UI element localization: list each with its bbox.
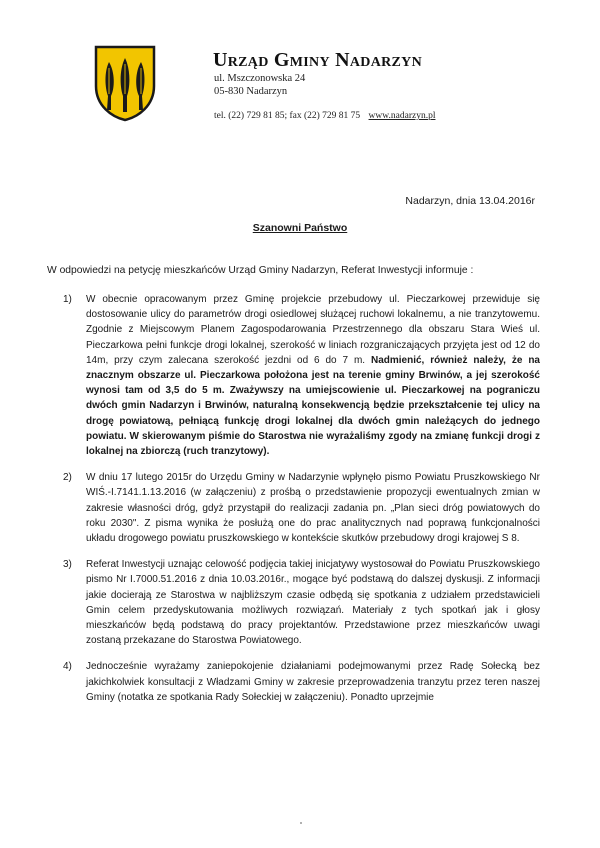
list-item (63, 557, 540, 648)
item-number: 4) (63, 661, 72, 673)
item-text: Jednocześnie wyrażamy zaniepokojenie działaniami podejmowanymi przez Radę Sołecką bez jakichkolwiek konsultacji z Władzami Gminy w zakresie przeprowadzenia tranzytu przez teren naszej Gminy (notatka ze spotkania Rady Sołeckiej w załączeniu). Ponadto uprzejmie (86, 661, 540, 703)
item-text: W dniu 17 lutego 2015r do Urzędu Gminy w Nadarzynie wpłynęło pismo Powiatu Pruszkowskiego Nr WIŚ.-I.7141.1.13.2016 (w załączeniu) z prośbą o przedstawienie propozycji ewentualnych zmian w zakresie własności dróg, gdyż przystąpił do realizacji zadania pn. „Plan sieci dróg powiatowych do roku 2030". Z pisma wynika że posłużą one do prac analitycznych nad poprawą funkcjonalności układu drogowego powiatu pruszkowskiego w kontekście skutków przebudowy drogi krajowej S 8. (86, 472, 540, 545)
phone-fax: tel. (22) 729 81 85; fax (22) 729 81 75 (214, 111, 361, 121)
item-text: W obecnie opracowanym przez Gminę projekcie przebudowy ul. Pieczarkowej przewiduje się dostosowanie ulicy do parametrów drogi osiedlowej służącej ruchowi lokalnemu, a nie tranzytowemu. Zgodnie z Miejscowym Planem Zagospodarowania Przestrzennego dla obszaru Stara Wieś ul. Pieczarkowa pełni funkcje drogi lokalnej, szerokość w liniach rozgraniczających przyjęta jest od 12 do 14m, przy czym zalecana szerokość jezdni od 6 do 7 m. (86, 294, 540, 366)
letter-date: Nadarzyn, dnia 13.04.2016r (405, 195, 535, 207)
item-number: 2) (63, 472, 72, 484)
list-item (63, 659, 540, 705)
contact-line (214, 111, 435, 121)
address-postal: 05-830 Nadarzyn (214, 86, 288, 97)
list-item (63, 292, 540, 459)
coat-of-arms-icon (93, 44, 157, 122)
salutation: Szanowni Państwo (252, 222, 348, 234)
address-street: ul. Mszczonowska 24 (214, 73, 306, 84)
item-number: 1) (63, 294, 72, 305)
item-text: Referat Inwestycji uznając celowość podjęcia takiej inicjatywy wystosował do Powiatu Pruszkowskiego pismo Nr I.7000.51.2016 z dnia 10.03.2016r., mogące być podstawą do dalszej dyskusji. Z informacji jakie docierają ze Starostwa w najbliższym czasie odbędą się spotkania z udziałem przedstawicieli Gmin celem przedyskutowania możliwych rozwiązań. Materiały z tych spotkań jak i głosy mieszkańców będą podstawą do pracy projektantów. Przedstawione przez mieszkańców uwagi zostaną przekazane do Starostwa Powiatowego. (86, 559, 540, 647)
website-link[interactable]: www.nadarzyn.pl (368, 111, 436, 121)
office-name: Urząd Gminy Nadarzyn (213, 49, 422, 71)
intro-paragraph: W odpowiedzi na petycję mieszkańców Urząd Gminy Nadarzyn, Referat Inwestycji informuje : (47, 265, 474, 276)
numbered-list (63, 292, 540, 716)
scan-speck (300, 822, 302, 824)
item-text-bold: Nadmienić, również należy, że na znacznym obszarze ul. Pieczarkowa położona jest na terenie gminy Brwinów, a jej szerokość wynosi tam od 3,5 do 5 m. Zważywszy na umiejscowienie ul. Pieczarkowej na pograniczu dwóch gmin Nadarzyn i Brwinów, naturalną konsekwencją będzie przekształcenie tej ulicy na drogę powiatową, pełniącą funkcję drogi lokalnej dla dwóch gmin należących do jednego powiatu. W skierowanym piśmie do Starostwa nie wyrażaliśmy zgody na zmianę funkcji drogi z lokalnej na zbiorczą (ruch tranzytowy). (86, 354, 540, 458)
item-number: 3) (63, 559, 72, 571)
list-item (63, 470, 540, 546)
